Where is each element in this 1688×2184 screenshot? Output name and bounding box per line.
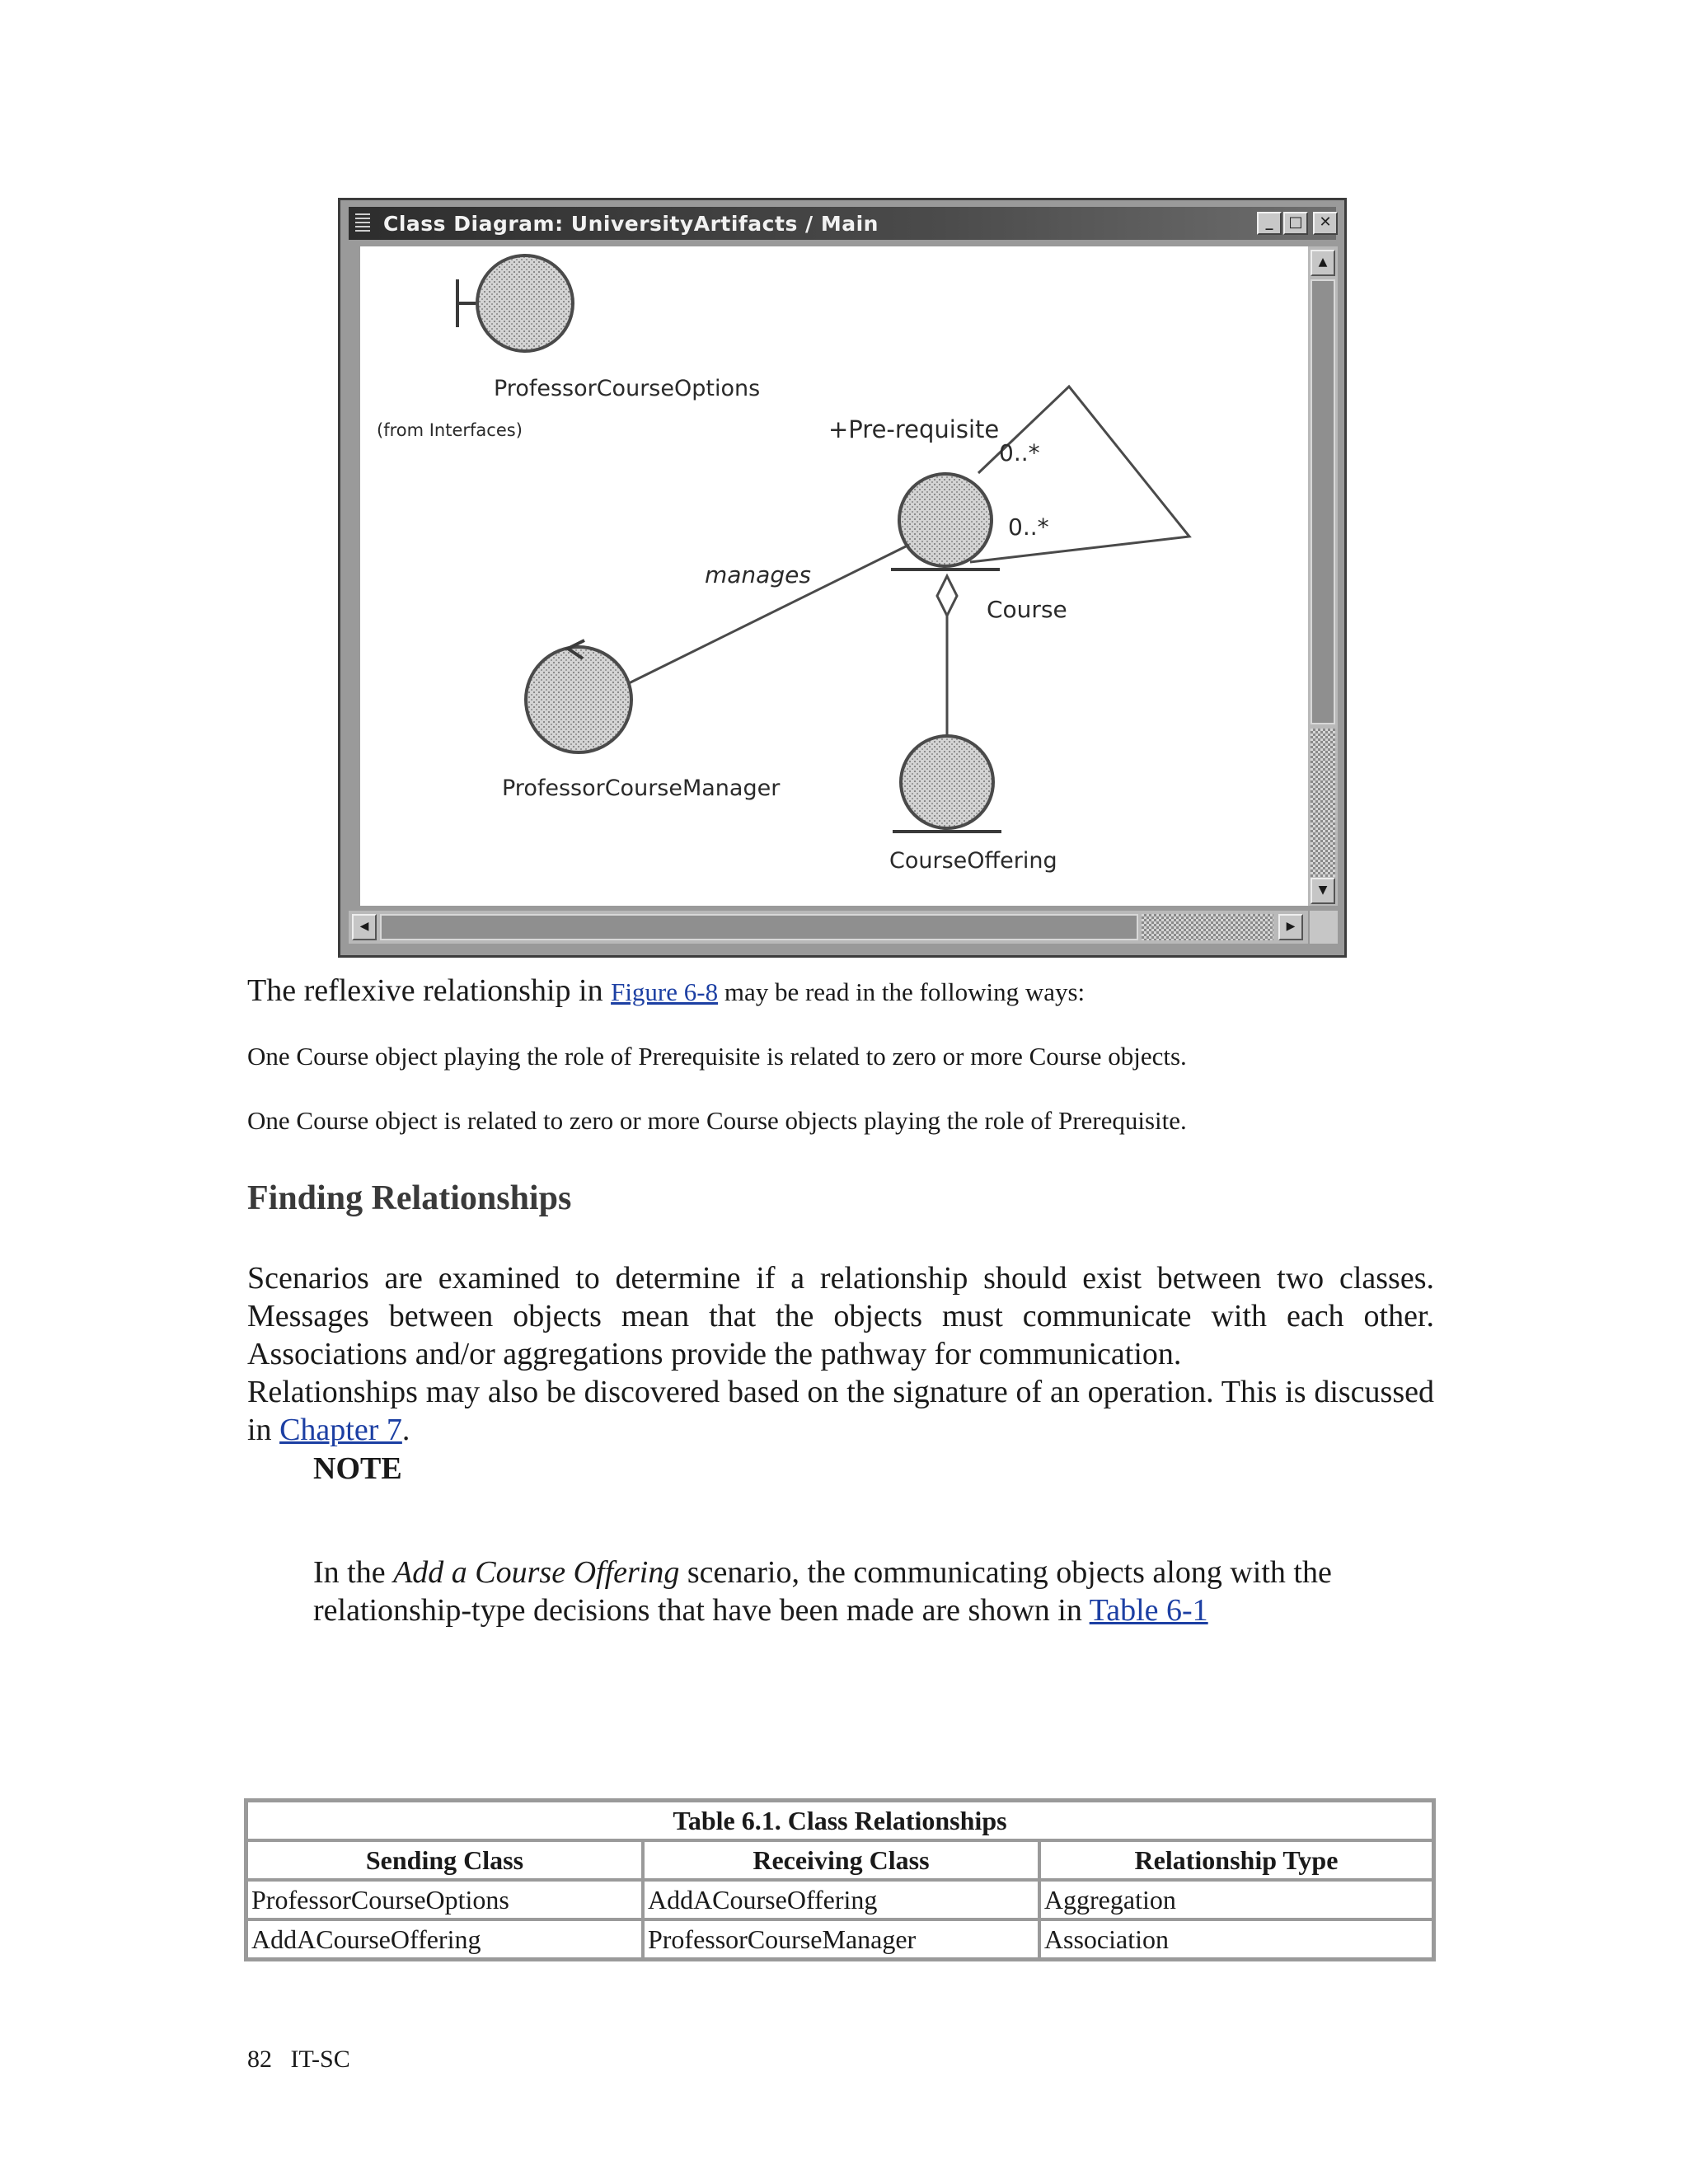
note-middle: scenario, the communicating objects along with the relationship-type decisions that have been made are shown in <box>313 1555 1332 1628</box>
reflexive-association-line[interactable] <box>970 387 1189 562</box>
note-text <box>313 1554 1401 1629</box>
reflexive-intro-suffix: may be read in the following ways: <box>718 977 1085 1006</box>
table-cell: Association <box>1039 1919 1433 1959</box>
from-interfaces-label: (from Interfaces) <box>377 420 523 440</box>
header-sending-class: Sending Class <box>246 1840 643 1880</box>
minimize-button[interactable]: _ <box>1257 212 1282 235</box>
table-caption-row <box>246 1801 1433 1840</box>
chapter-7-link[interactable]: Chapter 7 <box>279 1413 402 1447</box>
class-label-course-offering: CourseOffering <box>889 848 1057 874</box>
figure-6-8-link[interactable]: Figure 6-8 <box>611 977 719 1006</box>
window-menu-icon[interactable] <box>355 213 370 233</box>
vertical-scroll-track[interactable] <box>1311 729 1335 877</box>
note-scenario-name: Add a Course Offering <box>393 1555 680 1590</box>
diagram-canvas[interactable] <box>360 246 1308 906</box>
multiplicity-bottom-label: 0..* <box>1008 513 1049 541</box>
diagram-svg <box>360 246 1308 906</box>
entity-class-icon-course-offering[interactable] <box>893 736 1001 832</box>
scroll-down-icon[interactable]: ▼ <box>1311 878 1335 904</box>
class-label-course: Course <box>987 596 1067 623</box>
window-title: Class Diagram: UniversityArtifacts / Main <box>383 212 879 236</box>
manages-label: manages <box>705 561 811 588</box>
scroll-up-icon[interactable]: ▲ <box>1311 250 1335 276</box>
vertical-scroll-thumb[interactable] <box>1311 279 1335 724</box>
scroll-left-icon[interactable]: ◀ <box>352 914 377 940</box>
table-caption: Table 6.1. Class Relationships <box>246 1801 1433 1840</box>
window-titlebar[interactable] <box>349 207 1336 240</box>
page-footer <box>247 2046 350 2074</box>
table-cell: AddACourseOffering <box>643 1880 1039 1919</box>
table-cell: ProfessorCourseOptions <box>246 1880 643 1919</box>
boundary-class-icon[interactable] <box>457 255 573 351</box>
horizontal-scroll-track[interactable] <box>1142 914 1273 940</box>
entity-class-icon-course[interactable] <box>891 474 1000 569</box>
note-label: NOTE <box>313 1451 402 1486</box>
paragraph-2-suffix: . <box>401 1413 410 1447</box>
reflexive-intro <box>247 972 1434 1009</box>
table-cell: AddACourseOffering <box>246 1919 643 1959</box>
table-cell: Aggregation <box>1039 1880 1433 1919</box>
horizontal-scroll-thumb[interactable] <box>380 914 1138 940</box>
class-label-professor-course-manager: ProfessorCourseManager <box>502 776 781 801</box>
paragraph-2 <box>247 1373 1434 1449</box>
paragraph-1-text: Scenarios are examined to determine if a relationship should exist between two classes. Messages between objects mean that the objects must communicate with each other. Associations and/or aggregations provide the pathway for communication. <box>247 1261 1434 1371</box>
class-diagram-window <box>338 198 1347 958</box>
scroll-right-icon[interactable]: ▶ <box>1278 914 1303 940</box>
control-class-icon[interactable] <box>526 640 631 752</box>
paragraph-1 <box>247 1259 1434 1373</box>
paragraph-2-prefix: Relationships may also be discovered based on the signature of an operation. This is discussed in <box>247 1375 1434 1447</box>
multiplicity-top-label: 0..* <box>999 439 1040 466</box>
class-relationships-table <box>244 1798 1436 1961</box>
reflexive-intro-prefix: The reflexive relationship in <box>247 973 612 1008</box>
close-button[interactable]: ✕ <box>1313 212 1338 235</box>
maximize-button[interactable]: □ <box>1283 212 1308 235</box>
table-cell: ProfessorCourseManager <box>643 1919 1039 1959</box>
table-row <box>246 1919 1433 1959</box>
table-row <box>246 1880 1433 1919</box>
aggregation-diamond <box>937 576 957 616</box>
reading-1: One Course object playing the role of Prerequisite is related to zero or more Course objects. <box>247 1042 1187 1071</box>
header-receiving-class: Receiving Class <box>643 1840 1039 1880</box>
header-relationship-type: Relationship Type <box>1039 1840 1433 1880</box>
page-number: 82 <box>247 2046 272 2073</box>
footer-source: IT-SC <box>290 2046 350 2073</box>
table-6-1-link[interactable]: Table 6-1 <box>1089 1593 1208 1628</box>
note-prefix: In the <box>313 1555 394 1590</box>
resize-grip-icon[interactable] <box>1310 911 1338 944</box>
horizontal-scrollbar[interactable] <box>349 911 1308 944</box>
reading-2: One Course object is related to zero or more Course objects playing the role of Prerequisite. <box>247 1106 1187 1135</box>
class-label-professor-course-options: ProfessorCourseOptions <box>494 376 761 401</box>
section-heading: Finding Relationships <box>247 1179 572 1217</box>
table-header-row <box>246 1840 1433 1880</box>
prerequisite-role-label: +Pre-requisite <box>828 415 1000 443</box>
vertical-scrollbar[interactable] <box>1308 246 1338 906</box>
